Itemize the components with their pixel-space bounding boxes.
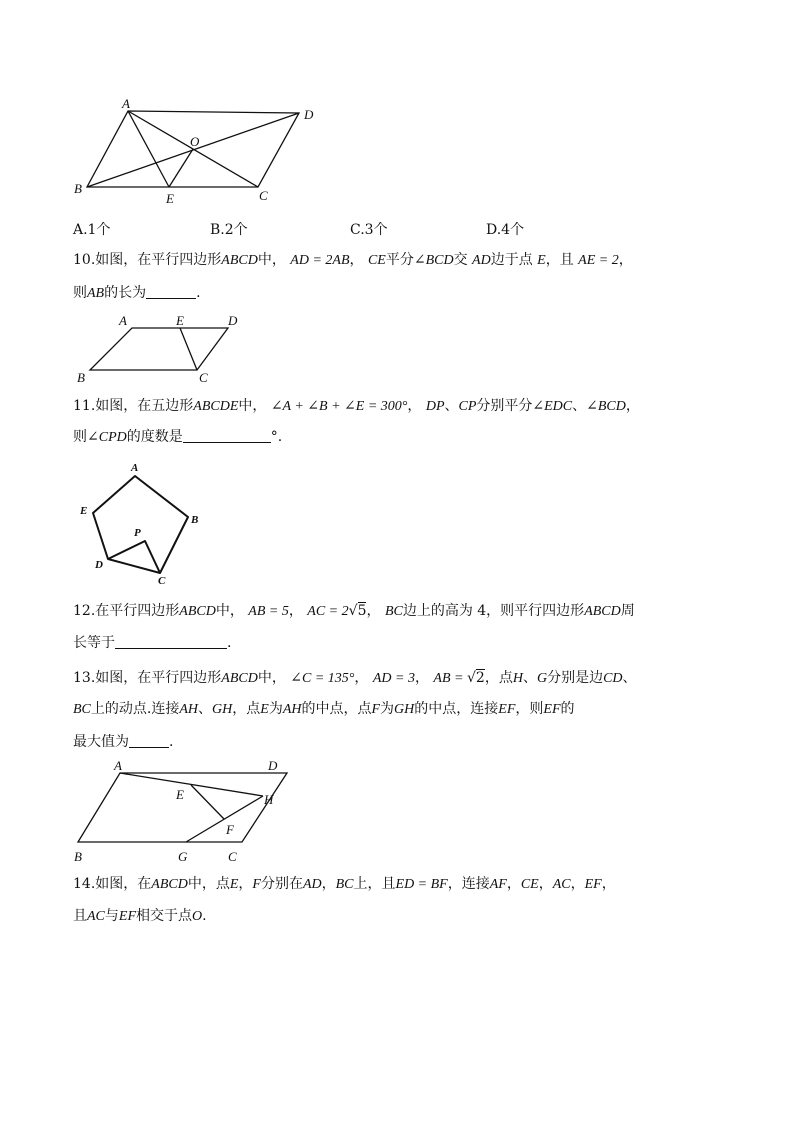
label-d: D xyxy=(95,559,103,571)
label-a: A xyxy=(122,96,130,111)
q14-line-2: 且AC与EF相交于点O. xyxy=(73,908,207,924)
label-d: D xyxy=(268,758,278,773)
q13-line-3: 最大值为 . xyxy=(73,734,174,750)
q11-line-1: 11.如图，在五边形ABCDE中， ∠A + ∠B + ∠E = 300°， DP、CP分别平分∠EDC、∠BCD， xyxy=(73,398,640,414)
label-e: E xyxy=(176,313,184,328)
option-b: B.2个 xyxy=(210,222,248,238)
sqrt-symbol: √ xyxy=(466,670,476,686)
label-a: A xyxy=(119,313,127,328)
label-e: E xyxy=(166,191,174,206)
label-a: A xyxy=(114,758,122,773)
option-a: A.1个 xyxy=(73,222,111,238)
answer-blank xyxy=(115,634,227,649)
label-h: H xyxy=(264,792,274,807)
option-c: C.3个 xyxy=(350,222,388,238)
label-b: B xyxy=(191,514,199,526)
segment-ce xyxy=(180,328,197,370)
answer-blank xyxy=(183,428,271,443)
q13-line-2: BC上的动点.连接AH、GH，点E为AH的中点，点F为GH的中点，连接EF，则EF的 xyxy=(73,701,575,717)
figure-parallelogram-efgh xyxy=(0,755,300,870)
q11-line-2: 则∠CPD的度数是 °. xyxy=(73,429,283,445)
figure-parallelogram-abcd-o xyxy=(0,0,340,215)
figure-10-svg xyxy=(0,300,260,390)
label-c: C xyxy=(158,575,166,587)
segment-gh xyxy=(186,796,263,842)
q12-line-2: 长等于 . xyxy=(73,635,232,651)
label-d: D xyxy=(304,107,314,122)
parallelogram-outline xyxy=(90,328,228,370)
segment-ah xyxy=(120,773,263,796)
figure-11-svg xyxy=(0,455,220,590)
label-o: O xyxy=(190,134,200,149)
label-e: E xyxy=(80,505,88,517)
figure-9-svg xyxy=(0,0,340,215)
label-p: P xyxy=(134,527,141,539)
label-b: B xyxy=(77,370,85,385)
figure-pentagon-abcde xyxy=(0,455,220,590)
pentagon-outline xyxy=(93,476,188,573)
label-f: F xyxy=(226,822,234,837)
bisectors-dp-cp xyxy=(108,541,160,573)
sqrt-symbol: √ xyxy=(348,603,358,619)
label-b: B xyxy=(74,849,82,864)
label-c: C xyxy=(199,370,208,385)
answer-blank xyxy=(146,284,196,299)
label-c: C xyxy=(228,849,237,864)
label-a: A xyxy=(131,462,139,474)
answer-blank xyxy=(129,733,169,748)
figure-parallelogram-abcd-e xyxy=(0,300,260,390)
q13-line-1: 13.如图，在平行四边形ABCD中， ∠C = 135°， AD = 3， AB = √2，点H、G分别是边CD、 xyxy=(73,670,637,686)
q10-line-1: 10.如图，在平行四边形ABCD中， AD = 2AB， CE平分∠BCD交 AD边于点 E，且 AE = 2， xyxy=(73,252,633,268)
option-d: D.4个 xyxy=(486,222,525,238)
figure-13-svg xyxy=(0,755,300,870)
segment-ef xyxy=(191,785,224,819)
label-g: G xyxy=(178,849,188,864)
label-c: C xyxy=(259,188,268,203)
label-d: D xyxy=(228,313,238,328)
label-b: B xyxy=(74,181,82,196)
q10-line-2: 则AB的长为 . xyxy=(73,285,201,301)
label-e: E xyxy=(176,787,184,802)
q14-line-1: 14.如图，在ABCD中，点E，F分别在AD，BC上，且ED = BF，连接AF，CE，AC，EF， xyxy=(73,876,616,892)
q12-line-1: 12.在平行四边形ABCD中， AB = 5， AC = 2√5， BC边上的高为 4，则平行四边形ABCD周 xyxy=(73,603,635,619)
